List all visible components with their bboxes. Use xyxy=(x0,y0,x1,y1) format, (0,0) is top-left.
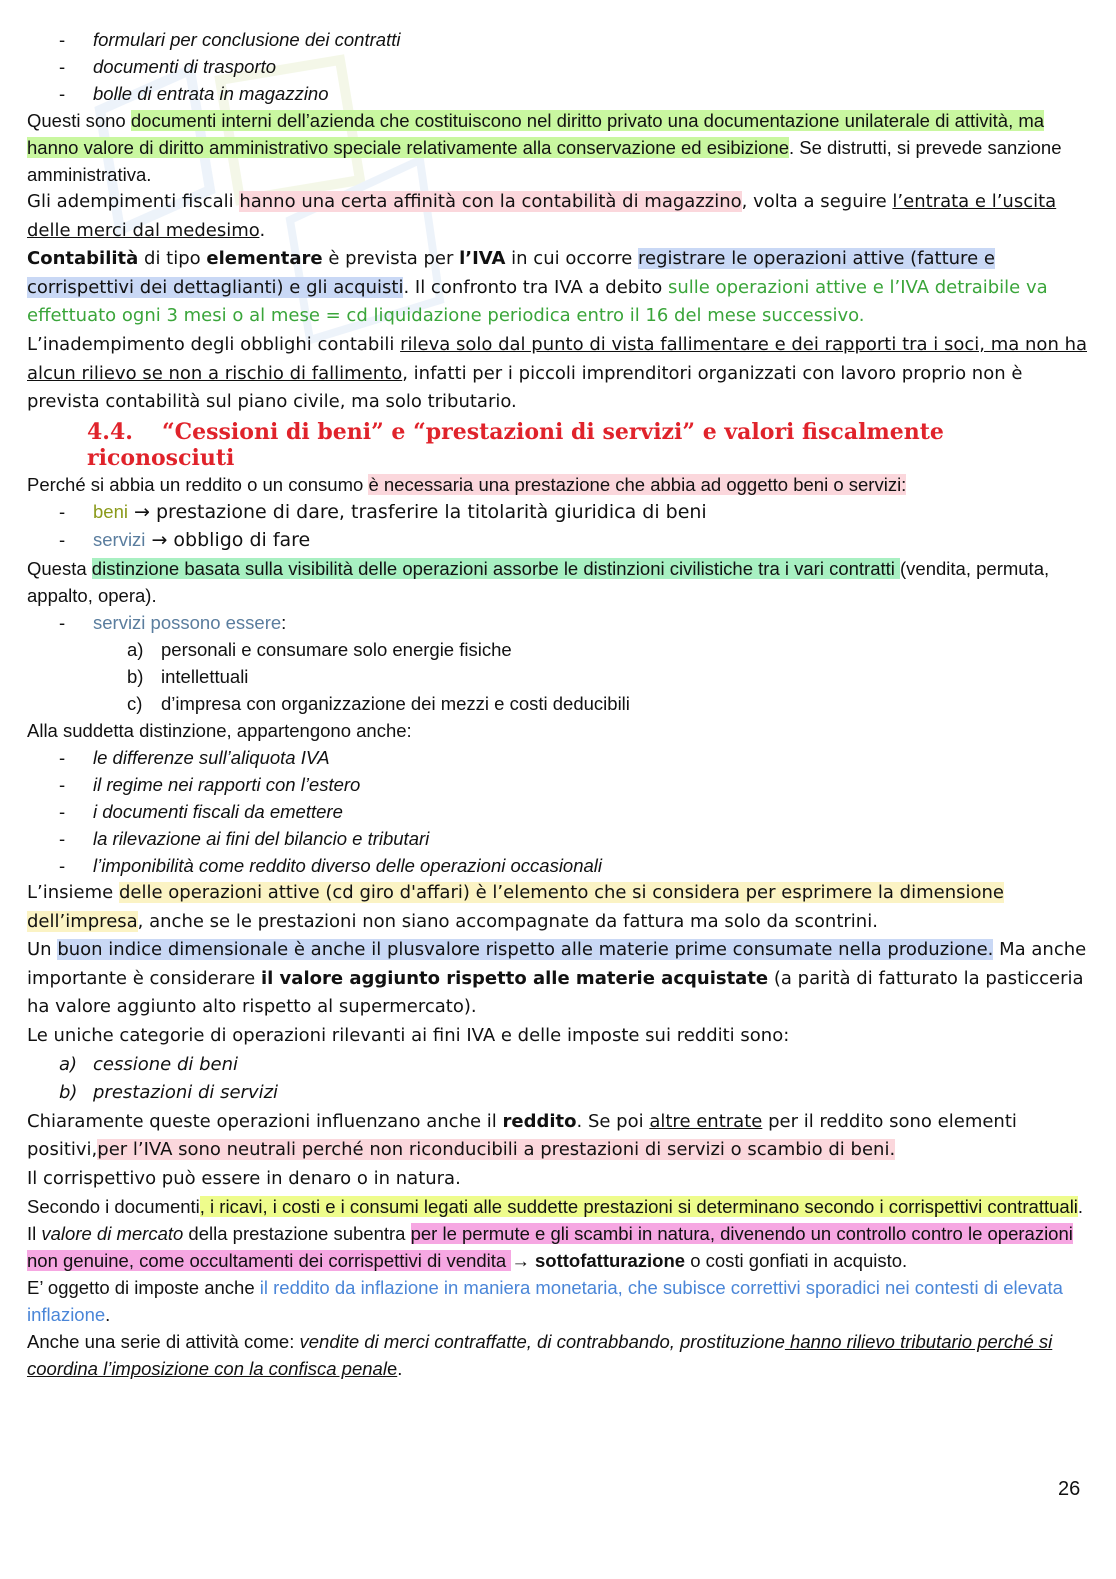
list-item: b) prestazioni di servizi xyxy=(59,1082,279,1104)
list-item: b) intellettuali xyxy=(127,665,249,687)
list-servizi xyxy=(27,609,1089,717)
paragraph-chiaramente: Chiaramente queste operazioni influenzano anche il reddito. Se poi altre entrate per il reddito sono elementi positivi,per l’IVA sono neutrali perché non riconducibili a prestazioni di servizi o scambio di beni. xyxy=(27,1110,1017,1161)
paragraph-suddetta: Alla suddetta distinzione, appartengono anche: xyxy=(27,719,412,741)
list-item: c) d’impresa con organizzazione dei mezzi e costi deducibili xyxy=(127,692,630,714)
list-item: - servizi → obbligo di fare xyxy=(59,529,311,552)
page-number: 26 xyxy=(1058,1478,1081,1500)
paragraph-corrispettivo: Il corrispettivo può essere in denaro o in natura. xyxy=(27,1167,461,1189)
paragraph-inadempimento: L’inadempimento degli obblighi contabili rileva solo dal punto di vista fallimentare e dei rapporti tra i soci, ma non ha alcun rilievo se non a rischio di fallimento, infatti per i piccoli imprenditori organizzati con lavoro proprio non è prevista contabilità sul piano civile, ma solo tributario. xyxy=(27,333,1088,413)
section-title: “Cessioni di beni” e “prestazioni di servizi” e valori fiscalmente riconosciuti xyxy=(87,418,944,471)
paragraph-distinzione: Questa distinzione basata sulla visibilità delle operazioni assorbe le distinzioni civilistiche tra i vari contratti (vendita, permuta, appalto, opera). xyxy=(27,557,1050,606)
list-item: - il regime nei rapporti con l’estero xyxy=(59,773,361,795)
section-valori xyxy=(27,1193,1089,1382)
paragraph-indice: Un buon indice dimensionale è anche il plusvalore rispetto alle materie prime consumate nella produzione. Ma anche importante è considerare il valore aggiunto rispetto alle materie acquistate (a parità di fatturato la pasticceria ha valore aggiunto alto rispetto al supermercato). xyxy=(27,939,1087,1018)
list-item: - beni → prestazione di dare, trasferire la titolarità giuridica di beni xyxy=(59,500,707,523)
list-item: a) cessione di beni xyxy=(59,1053,239,1075)
paragraph-oggetto: E’ oggetto di imposte anche il reddito da inflazione in maniera monetaria, che subisce correttivi sporadici nei contesti di elevata inflazione. xyxy=(27,1277,1063,1326)
section-dimensione xyxy=(27,879,1089,1194)
list-beni-servizi xyxy=(27,498,1089,555)
paragraph-contabilita-iva: Contabilità di tipo elementare è prevista per l’IVA in cui occorre registrare le operazioni attive (fatture e corrispettivi dei dettaglianti) e gli acquisti. Il confronto tra IVA a debito sulle operazioni attive e l’IVA detraibile va effettuato ogni 3 mesi o al mese = cd liquidazione periodica entro il 16 del mese successivo. xyxy=(27,248,1048,327)
list-item: - la rilevazione ai fini del bilancio e tributari xyxy=(59,827,430,849)
list-item: a) personali e consumare solo energie fisiche xyxy=(127,638,512,660)
section-heading xyxy=(87,419,1089,471)
document-body xyxy=(27,26,1089,1382)
list-documents xyxy=(27,26,1089,107)
section-number: 4.4. xyxy=(87,418,133,445)
paragraph-serie: Anche una serie di attività come: vendite di merci contraffatte, di contrabbando, prostituzione hanno rilievo tributario perché si coordina l’imposizione con la confisca penale. xyxy=(27,1331,1053,1380)
list-appartengono xyxy=(27,744,1089,879)
list-item: - documenti di trasporto xyxy=(59,56,277,77)
list-item: - formulari per conclusione dei contratti xyxy=(59,29,401,50)
paragraph-categorie: Le uniche categorie di operazioni rilevanti ai fini IVA e delle imposte sui redditi sono: xyxy=(27,1024,790,1046)
paragraph-perche: Perché si abbia un reddito o un consumo è necessaria una prestazione che abbia ad oggetto beni o servizi: xyxy=(27,473,907,495)
list-item: - bolle di entrata in magazzino xyxy=(59,83,329,104)
list-item: - le differenze sull’aliquota IVA xyxy=(59,746,330,768)
section-contabilita xyxy=(27,188,1089,417)
list-item: - servizi possono essere: xyxy=(59,611,287,633)
list-item: - l’imponibilità come reddito diverso delle operazioni occasionali xyxy=(59,854,603,876)
paragraph-secondo: Secondo i documenti, i ricavi, i costi e i consumi legati alle suddette prestazioni si determinano secondo i corrispettivi contrattuali. Il valore di mercato della prestazione subentra per le permute e gli scambi in natura, divenendo un controllo contro le operazioni non genuine, come occultamenti dei corrispettivi di vendita → sottofatturazione o costi gonfiati in acquisto. xyxy=(27,1196,1084,1272)
paragraph-adempimenti: Gli adempimenti fiscali hanno una certa affinità con la contabilità di magazzino, volta a seguire l’entrata e l’uscita delle merci dal medesimo. xyxy=(27,191,1057,241)
paragraph-documenti-interni: Questi sono documenti interni dell’azienda che costituiscono nel diritto privato una documentazione unilaterale di attività, ma hanno valore di diritto amministrativo speciale relativamente alla conservazione ed esibizione. Se distrutti, si prevede sanzione amministrativa. xyxy=(27,110,1062,185)
list-item: - i documenti fiscali da emettere xyxy=(59,800,343,822)
paragraph-insieme: L’insieme delle operazioni attive (cd giro d'affari) è l’elemento che si considera per esprimere la dimensione dell’impresa, anche se le prestazioni non siano accompagnate da fattura ma solo da scontrini. xyxy=(27,881,1005,932)
